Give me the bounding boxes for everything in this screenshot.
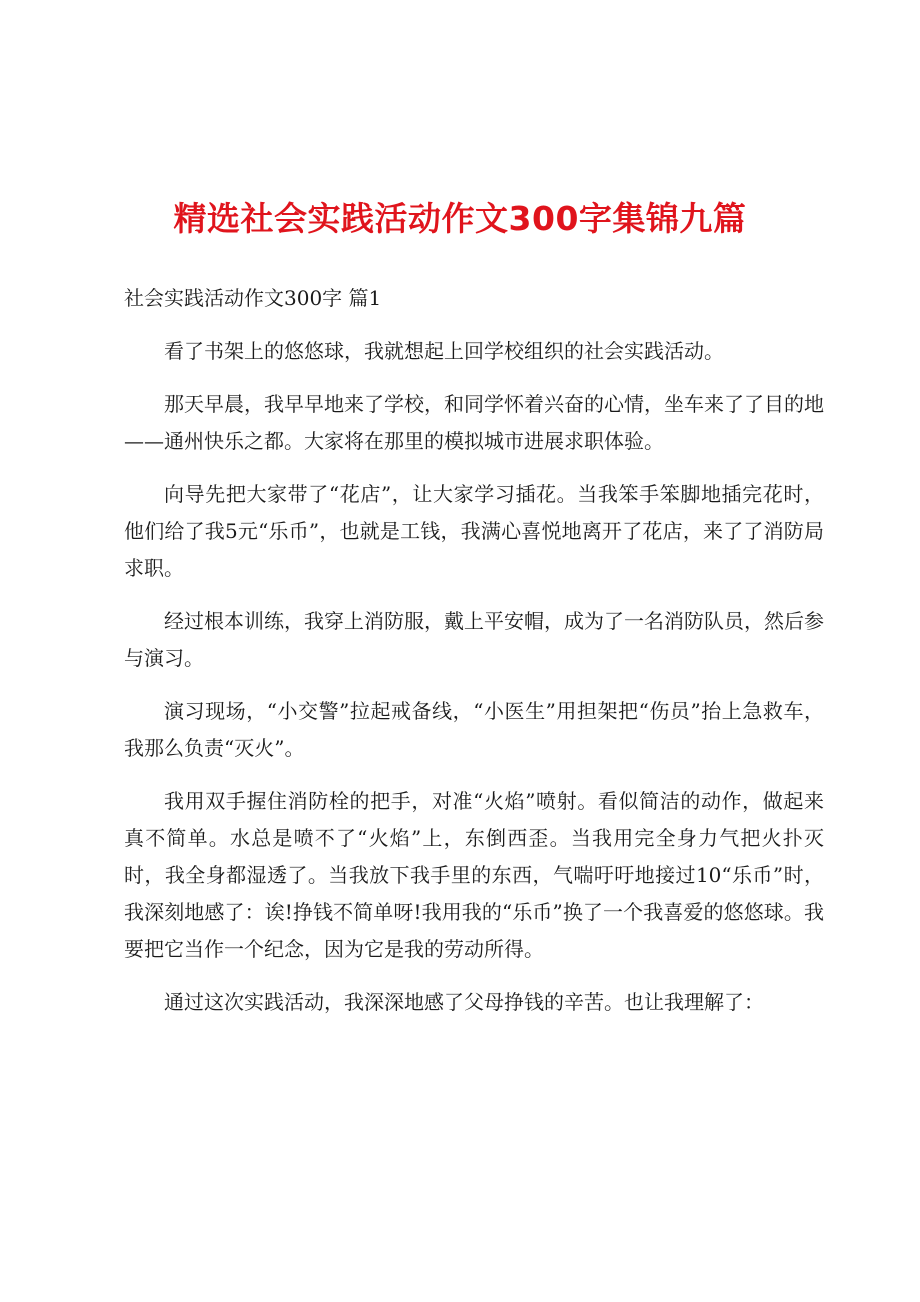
paragraph: 看了书架上的悠悠球，我就想起上回学校组织的社会实践活动。 (164, 339, 724, 363)
paragraph: 演习现场，“小交警”拉起戒备线，“小医生”用担架把“伤员”抬上急救车，我那么负责“灭火”。 (124, 699, 824, 760)
paragraph: 经过根本训练，我穿上消防服，戴上平安帽，成为了一名消防队员，然后参与演习。 (124, 609, 824, 670)
document-body (124, 280, 824, 1037)
paragraph: 那天早晨，我早早地来了学校，和同学怀着兴奋的心情，坐车来了了目的地——通州快乐之都。大家将在那里的模拟城市进展求职体验。 (124, 392, 824, 453)
section-heading: 社会实践活动作文300字 篇1 (124, 286, 382, 310)
page-title: 精选社会实践活动作文300字集锦九篇 (173, 199, 747, 238)
paragraph: 我用双手握住消防栓的把手，对准“火焰”喷射。看似简洁的动作，做起来真不简单。水总是喷不了“火焰”上，东倒西歪。当我用完全身力气把火扑灭时，我全身都湿透了。当我放下我手里的东西，气喘吁吁地接过10“乐币”时，我深刻地感了：诶!挣钱不简单呀!我用我的“乐币”换了一个我喜爱的悠悠球。我要把它当作一个纪念，因为它是我的劳动所得。 (124, 789, 824, 961)
paragraph: 向导先把大家带了“花店”，让大家学习插花。当我笨手笨脚地插完花时，他们给了我5元“乐币”，也就是工钱，我满心喜悦地离开了花店，来了了消防局求职。 (124, 482, 824, 580)
paragraph: 通过这次实践活动，我深深地感了父母挣钱的辛苦。也让我理解了： (164, 990, 764, 1014)
